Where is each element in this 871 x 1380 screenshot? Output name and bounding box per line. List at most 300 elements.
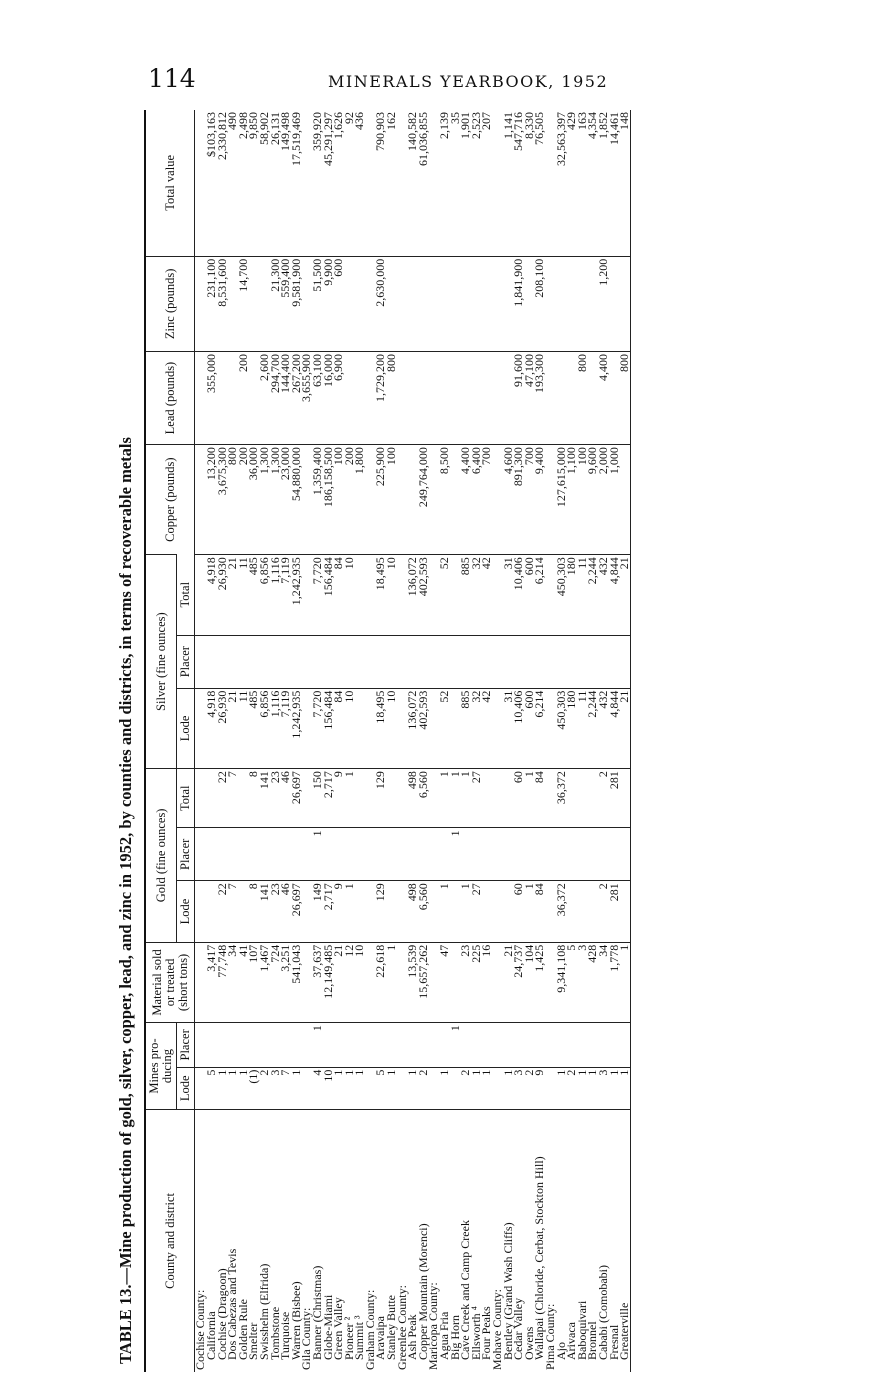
table-cell xyxy=(450,635,461,688)
table-cell xyxy=(354,351,365,444)
table-cell: 141 xyxy=(259,769,270,828)
table-cell: 4,844 xyxy=(609,555,620,635)
table-cell: 13,200 xyxy=(206,445,217,555)
table-cell: 3,417 xyxy=(206,942,217,1022)
table-cell xyxy=(354,1023,365,1067)
table-cell: 2,498 xyxy=(235,112,250,139)
table-cell: 16,000 xyxy=(323,351,334,444)
table-row xyxy=(397,110,408,1372)
table-row xyxy=(587,110,598,1372)
table-cell xyxy=(428,1023,439,1067)
table-cell: 1,300 xyxy=(259,445,270,555)
table-cell: 402,593 xyxy=(418,688,429,768)
table-cell xyxy=(587,1023,598,1067)
table-cell xyxy=(545,351,556,444)
table-cell xyxy=(354,555,365,635)
table-cell: 724 xyxy=(270,942,281,1022)
county-name: Pima County: xyxy=(545,1109,556,1372)
table-cell xyxy=(481,635,492,688)
table-cell: 21 xyxy=(333,942,344,1022)
table-cell xyxy=(407,351,418,444)
table-cell xyxy=(481,256,492,351)
table-cell: 1 xyxy=(354,1067,365,1109)
table-cell xyxy=(428,256,439,351)
table-cell: 1 xyxy=(524,769,535,828)
district-name: Golden Rule xyxy=(238,1109,249,1372)
table-cell xyxy=(323,1023,334,1067)
table-cell xyxy=(259,635,270,688)
table-cell xyxy=(492,881,503,942)
table-cell xyxy=(513,635,524,688)
table-cell: 16 xyxy=(481,942,492,1022)
table-cell: 107 xyxy=(248,942,259,1022)
table-cell: 1,901 xyxy=(458,112,473,139)
table-cell: 1,116 xyxy=(270,688,281,768)
county-name: Cochise County: xyxy=(195,1109,206,1372)
table-cell: 129 xyxy=(375,769,386,828)
district-name: Four Peaks xyxy=(481,1109,492,1372)
table-row xyxy=(556,110,567,1372)
table-cell xyxy=(587,635,598,688)
table-cell xyxy=(460,635,471,688)
table-cell: 27 xyxy=(471,881,482,942)
table-cell: 1 xyxy=(524,881,535,942)
table-cell: 450,303 xyxy=(556,555,567,635)
table-cell: 1 xyxy=(450,769,461,828)
district-name: Cochise (Dragoon) xyxy=(217,1109,228,1372)
table-cell xyxy=(577,828,588,881)
table-cell: 7,720 xyxy=(312,688,323,768)
table-cell xyxy=(577,1023,588,1067)
table-cell: 1 xyxy=(407,1067,418,1109)
table-cell: 2,717 xyxy=(323,769,334,828)
table-cell xyxy=(386,256,397,351)
table-cell: 1 xyxy=(577,1067,588,1109)
table-cell: 100 xyxy=(386,445,397,555)
table-cell: 2,630,000 xyxy=(375,256,386,351)
table-cell xyxy=(270,1023,281,1067)
table-row xyxy=(238,110,249,1372)
table-cell xyxy=(609,256,620,351)
table-cell: 9 xyxy=(534,1067,545,1109)
table-cell: 1 xyxy=(386,1067,397,1109)
table-cell: 84 xyxy=(534,881,545,942)
table-cell: 63,100 xyxy=(312,351,323,444)
table-cell: 9,600 xyxy=(587,445,598,555)
table-cell: 26,131 xyxy=(267,112,282,145)
table-cell: 21 xyxy=(227,688,238,768)
table-row xyxy=(227,110,238,1372)
table-cell xyxy=(471,351,482,444)
table-cell: 5 xyxy=(375,1067,386,1109)
table-cell xyxy=(217,351,228,444)
table-cell xyxy=(238,828,249,881)
table-cell: 2 xyxy=(566,1067,577,1109)
table-cell: 4,918 xyxy=(206,688,217,768)
county-name: Graham County: xyxy=(365,1109,376,1372)
table-cell xyxy=(566,881,577,942)
table-cell: 156,484 xyxy=(323,688,334,768)
district-name: California xyxy=(206,1109,217,1372)
table-cell: 45,291,297 xyxy=(320,112,335,166)
table-caption: TABLE 13.—Mine production of gold, silver, copper, lead, and zinc in 1952, by counties and districts, in terms of recoverable metals xyxy=(116,437,135,1364)
table-cell xyxy=(354,828,365,881)
table-cell xyxy=(375,1023,386,1067)
table-cell: 891,300 xyxy=(513,445,524,555)
table-cell: 559,400 xyxy=(280,256,291,351)
table-cell: 52 xyxy=(439,555,450,635)
district-name: Warren (Bisbee) xyxy=(291,1109,302,1372)
table-cell xyxy=(471,635,482,688)
table-cell: 8,531,600 xyxy=(217,256,228,351)
table-cell: 541,043 xyxy=(291,942,302,1022)
table-cell xyxy=(534,1023,545,1067)
table-cell xyxy=(471,1023,482,1067)
col-copper-header: Copper (pounds) xyxy=(145,445,195,555)
table-cell xyxy=(587,881,598,942)
table-cell xyxy=(418,256,429,351)
table-row xyxy=(439,110,450,1372)
table-cell xyxy=(323,635,334,688)
table-cell: 800 xyxy=(386,351,397,444)
table-cell xyxy=(587,828,598,881)
table-cell xyxy=(545,635,556,688)
table-cell: 11 xyxy=(238,688,249,768)
table-row xyxy=(323,110,334,1372)
table-cell: 6,560 xyxy=(418,881,429,942)
table-row xyxy=(471,110,482,1372)
table-cell: 58,902 xyxy=(256,112,271,145)
table-cell xyxy=(556,828,567,881)
col-zinc-header: Zinc (pounds) xyxy=(145,256,195,351)
table-cell: 186,158,500 xyxy=(323,445,334,555)
table-cell xyxy=(227,1023,238,1067)
district-name: Ellsworth ⁴ xyxy=(471,1109,482,1372)
table-cell xyxy=(503,635,514,688)
table-cell xyxy=(556,1023,567,1067)
table-cell xyxy=(386,635,397,688)
table-row xyxy=(312,110,323,1372)
table-cell xyxy=(323,828,334,881)
table-cell xyxy=(598,828,609,881)
table-cell: 1,359,400 xyxy=(312,445,323,555)
table-cell xyxy=(238,1023,249,1067)
table-cell: 1 xyxy=(291,1067,302,1109)
table-cell: 140,582 xyxy=(405,112,420,151)
table-cell: 1 xyxy=(460,881,471,942)
table-cell xyxy=(407,1023,418,1067)
table-cell: 8 xyxy=(248,769,259,828)
table-cell xyxy=(238,635,249,688)
table-cell: 7 xyxy=(227,769,238,828)
table-cell: 1 xyxy=(587,1067,598,1109)
table-cell: 249,764,000 xyxy=(418,445,429,555)
table-cell xyxy=(460,1023,471,1067)
district-name: Fresnal xyxy=(609,1109,620,1372)
table-cell: 402,593 xyxy=(418,555,429,635)
table-cell: 200 xyxy=(238,445,249,555)
county-name: Mohave County: xyxy=(492,1109,503,1372)
table-cell: 1,141 xyxy=(500,112,515,139)
table-cell: 34 xyxy=(227,942,238,1022)
table-cell: 547,716 xyxy=(511,112,526,151)
table-cell: 23 xyxy=(270,881,281,942)
page-number: 114 xyxy=(148,64,196,93)
table-cell: 34 xyxy=(598,942,609,1022)
table-cell xyxy=(217,828,228,881)
table-cell: $103,163 xyxy=(203,112,218,157)
table-cell: 436 xyxy=(352,112,367,130)
table-cell xyxy=(195,1023,206,1067)
col-silver-header: Silver (fine ounces) xyxy=(145,555,177,769)
table-cell xyxy=(333,635,344,688)
table-cell: 100 xyxy=(333,445,344,555)
col-silver-total: Total xyxy=(177,555,195,635)
table-cell xyxy=(206,635,217,688)
table-cell: 84 xyxy=(333,688,344,768)
table-cell: 32 xyxy=(471,688,482,768)
table-row xyxy=(545,110,556,1372)
table-cell: 1,852 xyxy=(595,112,610,139)
district-name: Arivaca xyxy=(566,1109,577,1372)
table-cell: 24,737 xyxy=(513,942,524,1022)
table-cell: 485 xyxy=(248,555,259,635)
table-cell xyxy=(428,769,439,828)
table-cell: (1) xyxy=(248,1067,259,1109)
table-cell xyxy=(386,881,397,942)
table-cell: 490 xyxy=(225,112,240,130)
table-cell xyxy=(344,828,355,881)
table-cell xyxy=(397,445,408,555)
table-cell: 12,149,485 xyxy=(323,942,334,1022)
table-cell: 76,505 xyxy=(532,112,547,145)
table-cell: 600 xyxy=(524,555,535,635)
table-cell xyxy=(619,769,630,828)
table-cell: 23,000 xyxy=(280,445,291,555)
table-cell: 267,200 xyxy=(291,351,302,444)
table-cell: 225,900 xyxy=(375,445,386,555)
table-cell xyxy=(375,635,386,688)
table-cell: 885 xyxy=(460,555,471,635)
table-cell: 11 xyxy=(577,555,588,635)
table-cell xyxy=(619,445,630,555)
table-cell xyxy=(280,828,291,881)
table-cell xyxy=(460,351,471,444)
table-cell: 1 xyxy=(386,942,397,1022)
table-cell: 3 xyxy=(598,1067,609,1109)
table-cell: 700 xyxy=(481,445,492,555)
table-cell: 5 xyxy=(206,1067,217,1109)
table-row xyxy=(619,110,630,1372)
table-cell: 2 xyxy=(598,881,609,942)
table-cell: 2,600 xyxy=(259,351,270,444)
table-cell xyxy=(291,828,302,881)
col-county-header: County and district xyxy=(145,1109,195,1372)
table-cell xyxy=(492,769,503,828)
table-cell: 42 xyxy=(481,555,492,635)
table-cell xyxy=(439,351,450,444)
table-cell: 5 xyxy=(566,942,577,1022)
table-row xyxy=(418,110,429,1372)
table-cell xyxy=(206,828,217,881)
table-cell xyxy=(386,1023,397,1067)
table-cell xyxy=(513,1023,524,1067)
table-cell: 60 xyxy=(513,769,524,828)
table-cell: 429 xyxy=(564,112,579,130)
table-cell xyxy=(238,881,249,942)
county-name: Gila County: xyxy=(301,1109,312,1372)
table-cell xyxy=(248,828,259,881)
col-silver-lode: Lode xyxy=(177,688,195,768)
district-name: Tombstone xyxy=(270,1109,281,1372)
table-cell: 1,467 xyxy=(259,942,270,1022)
table-cell: 14,700 xyxy=(238,256,249,351)
table-cell: 17,519,469 xyxy=(288,112,303,166)
table-cell: 800 xyxy=(577,351,588,444)
table-cell xyxy=(471,256,482,351)
table-cell: 1 xyxy=(481,1067,492,1109)
table-row xyxy=(598,110,609,1372)
table-cell xyxy=(566,256,577,351)
table-cell: 7,119 xyxy=(280,555,291,635)
table-cell: 9,400 xyxy=(534,445,545,555)
table-cell: 6,900 xyxy=(333,351,344,444)
district-name: Pioneer ² xyxy=(344,1109,355,1372)
table-cell: 162 xyxy=(384,112,399,130)
col-material-header: Material sold or treated (short tons) xyxy=(145,942,195,1022)
table-cell: 26,930 xyxy=(217,688,228,768)
table-cell: 1 xyxy=(460,769,471,828)
table-cell: 790,903 xyxy=(373,112,388,151)
table-cell: 10 xyxy=(323,1067,334,1109)
table-cell: 26,697 xyxy=(291,769,302,828)
production-table xyxy=(144,110,631,1372)
table-cell: 2,523 xyxy=(468,112,483,139)
col-silver-placer: Placer xyxy=(177,635,195,688)
table-cell xyxy=(534,828,545,881)
table-cell: 3,655,900 xyxy=(301,351,312,444)
table-cell xyxy=(333,828,344,881)
table-cell xyxy=(450,881,461,942)
table-cell xyxy=(407,635,418,688)
table-cell xyxy=(375,828,386,881)
table-cell: 1,200 xyxy=(598,256,609,351)
table-cell: 141 xyxy=(259,881,270,942)
table-cell: 37,637 xyxy=(312,942,323,1022)
district-name: Green Valley xyxy=(333,1109,344,1372)
district-name: Baboquivari xyxy=(577,1109,588,1372)
table-cell xyxy=(609,828,620,881)
district-name: Cababi (Comobabi) xyxy=(598,1109,609,1372)
table-cell: 156,484 xyxy=(323,555,334,635)
table-cell: 2 xyxy=(598,769,609,828)
table-cell xyxy=(481,1023,492,1067)
table-row xyxy=(195,110,206,1372)
table-cell: 6,400 xyxy=(471,445,482,555)
table-cell xyxy=(566,828,577,881)
table-cell xyxy=(354,256,365,351)
table-cell xyxy=(354,688,365,768)
table-row xyxy=(344,110,355,1372)
table-cell: 2,717 xyxy=(323,881,334,942)
table-cell: 136,072 xyxy=(407,688,418,768)
col-lead-header: Lead (pounds) xyxy=(145,351,195,444)
table-cell: 22 xyxy=(217,769,228,828)
table-cell: 7 xyxy=(227,881,238,942)
district-name: Agua Fria xyxy=(439,1109,450,1372)
table-cell xyxy=(195,635,206,688)
table-cell: 52 xyxy=(439,688,450,768)
table-cell xyxy=(481,881,492,942)
table-cell: 1 xyxy=(227,1067,238,1109)
table-cell: 8 xyxy=(248,881,259,942)
table-cell: 1 xyxy=(450,1023,461,1067)
table-cell xyxy=(577,881,588,942)
table-cell: 4,844 xyxy=(609,688,620,768)
table-cell: 54,880,000 xyxy=(291,445,302,555)
running-head: MINERALS YEARBOOK, 1952 xyxy=(328,72,609,91)
table-row xyxy=(354,110,365,1372)
table-cell: 1 xyxy=(556,1067,567,1109)
table-cell: 7 xyxy=(280,1067,291,1109)
table-cell xyxy=(503,828,514,881)
table-cell: 46 xyxy=(280,769,291,828)
table-cell xyxy=(418,635,429,688)
table-cell: 84 xyxy=(534,769,545,828)
table-cell xyxy=(397,635,408,688)
district-name: Wallapai (Chloride, Cerbat, Stockton Hill) xyxy=(534,1109,545,1372)
table-cell xyxy=(492,256,503,351)
table-cell xyxy=(524,635,535,688)
table-cell: 1,100 xyxy=(566,445,577,555)
table-cell: 4 xyxy=(312,1067,323,1109)
table-cell xyxy=(217,1023,228,1067)
table-cell: 1,778 xyxy=(609,942,620,1022)
table-cell xyxy=(492,1023,503,1067)
table-cell: 1,000 xyxy=(609,445,620,555)
table-cell xyxy=(577,256,588,351)
district-name: Greaterville xyxy=(619,1109,630,1372)
table-cell: 60 xyxy=(513,881,524,942)
table-cell xyxy=(333,1023,344,1067)
table-cell: 41 xyxy=(238,942,249,1022)
table-cell xyxy=(238,769,249,828)
table-cell: 21 xyxy=(227,555,238,635)
table-cell xyxy=(492,828,503,881)
table-cell xyxy=(524,1023,535,1067)
table-row xyxy=(248,110,259,1372)
table-cell: 700 xyxy=(524,445,535,555)
table-cell: 1 xyxy=(344,769,355,828)
col-gold-total: Total xyxy=(177,769,195,828)
table-cell xyxy=(407,256,418,351)
table-cell: 1 xyxy=(439,769,450,828)
table-cell: 144,400 xyxy=(280,351,291,444)
table-cell xyxy=(513,828,524,881)
table-cell xyxy=(481,351,492,444)
table-cell xyxy=(492,635,503,688)
table-cell xyxy=(481,769,492,828)
table-row xyxy=(450,110,461,1372)
district-name: Copper Mountain (Morenci) xyxy=(418,1109,429,1372)
table-cell: 485 xyxy=(248,688,259,768)
table-cell: 18,495 xyxy=(375,555,386,635)
table-cell xyxy=(619,881,630,942)
table-cell: 200 xyxy=(238,351,249,444)
table-cell: 22 xyxy=(217,881,228,942)
table-cell: 21 xyxy=(619,688,630,768)
col-mines-placer: Placer xyxy=(177,1023,195,1067)
